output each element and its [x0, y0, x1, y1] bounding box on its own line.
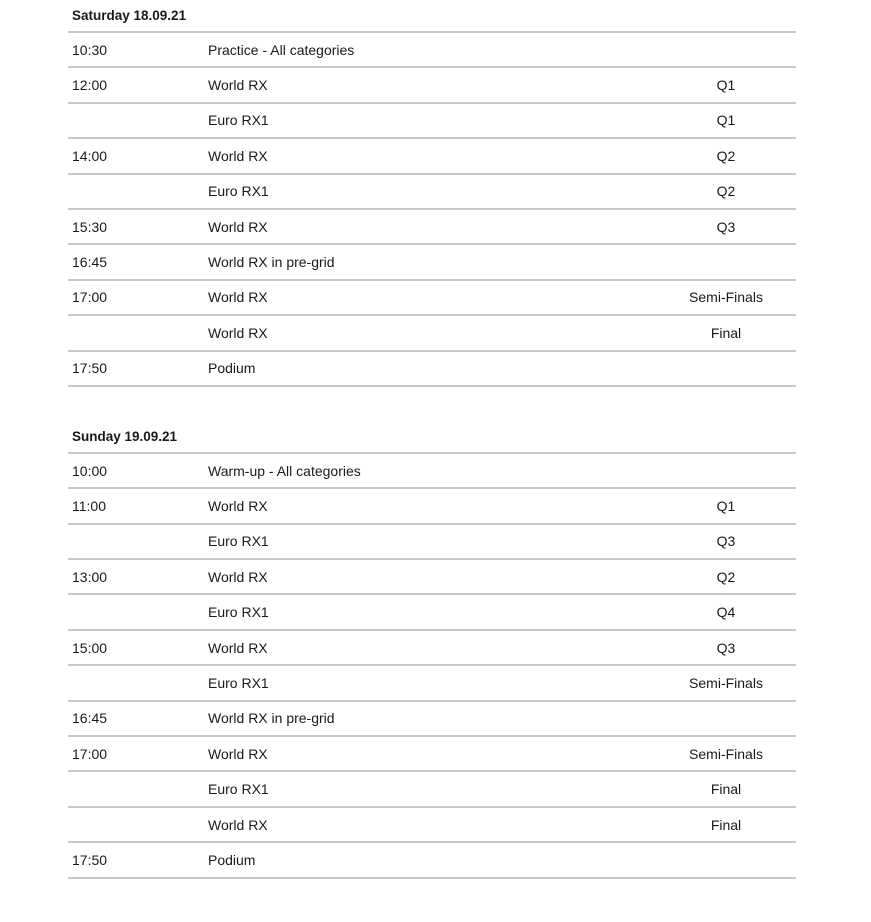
row-session: Q2 — [716, 147, 736, 164]
row-session: Q3 — [716, 533, 736, 550]
schedule-row — [68, 104, 796, 139]
row-event: World RX — [208, 147, 268, 164]
day-heading: Sunday 19.09.21 — [68, 421, 796, 454]
row-time: 16:45 — [72, 710, 108, 727]
day-schedule-block — [68, 0, 796, 387]
row-event: World RX — [208, 568, 268, 585]
row-event: World RX — [208, 289, 268, 306]
row-session: Final — [710, 324, 742, 341]
schedule-row — [68, 210, 796, 245]
row-session: Semi-Finals — [689, 289, 763, 306]
day-schedule-block — [68, 421, 796, 879]
row-session: Q3 — [716, 218, 736, 235]
row-event: Podium — [208, 851, 256, 868]
row-event: World RX — [208, 816, 268, 833]
row-event: Podium — [208, 360, 256, 377]
row-event: World RX — [208, 639, 268, 656]
schedule-row — [68, 560, 796, 595]
schedule-row — [68, 454, 796, 489]
row-event: Euro RX1 — [208, 183, 269, 200]
day-heading: Saturday 18.09.21 — [68, 0, 796, 33]
schedule-row — [68, 843, 796, 878]
row-event: World RX — [208, 497, 268, 514]
row-session: Semi-Finals — [689, 674, 763, 691]
schedule-row — [68, 666, 796, 701]
row-session: Q3 — [716, 639, 736, 656]
schedule-row — [68, 808, 796, 843]
row-event: World RX — [208, 324, 268, 341]
row-event: Warm-up - All categories — [208, 462, 361, 479]
schedule-row — [68, 737, 796, 772]
row-session: Semi-Finals — [689, 745, 763, 762]
row-time: 13:00 — [72, 568, 108, 585]
row-time: 14:00 — [72, 147, 108, 164]
row-time: 10:30 — [72, 41, 108, 58]
row-time: 15:30 — [72, 218, 108, 235]
row-time: 15:00 — [72, 639, 108, 656]
schedule-row — [68, 489, 796, 524]
row-session: Q4 — [716, 604, 736, 621]
row-event: World RX — [208, 218, 268, 235]
row-event: Euro RX1 — [208, 604, 269, 621]
row-time: 16:45 — [72, 254, 108, 271]
row-event: World RX — [208, 77, 268, 94]
row-event: World RX in pre-grid — [208, 710, 335, 727]
event-schedule — [68, 0, 796, 879]
schedule-row — [68, 281, 796, 316]
row-time: 17:00 — [72, 745, 108, 762]
row-session: Q1 — [716, 77, 736, 94]
row-event: Euro RX1 — [208, 781, 269, 798]
row-time: 17:50 — [72, 851, 108, 868]
schedule-row — [68, 595, 796, 630]
row-time: 10:00 — [72, 462, 108, 479]
row-session: Final — [710, 781, 742, 798]
row-time: 11:00 — [72, 497, 106, 514]
schedule-row — [68, 352, 796, 387]
schedule-row — [68, 631, 796, 666]
schedule-row — [68, 139, 796, 174]
schedule-row — [68, 245, 796, 280]
schedule-row — [68, 316, 796, 351]
row-session: Q2 — [716, 568, 736, 585]
row-session: Final — [710, 816, 742, 833]
schedule-row — [68, 175, 796, 210]
schedule-row — [68, 772, 796, 807]
row-event: Euro RX1 — [208, 112, 269, 129]
row-session: Q1 — [716, 112, 736, 129]
schedule-row — [68, 68, 796, 103]
row-event: World RX — [208, 745, 268, 762]
schedule-row — [68, 525, 796, 560]
row-event: Euro RX1 — [208, 674, 269, 691]
row-event: Practice - All categories — [208, 41, 355, 58]
row-event: Euro RX1 — [208, 533, 269, 550]
schedule-row — [68, 33, 796, 68]
row-session: Q2 — [716, 183, 736, 200]
row-time: 17:00 — [72, 289, 108, 306]
row-session: Q1 — [716, 497, 736, 514]
row-time: 12:00 — [72, 77, 108, 94]
schedule-row — [68, 702, 796, 737]
row-time: 17:50 — [72, 360, 108, 377]
row-event: World RX in pre-grid — [208, 254, 335, 271]
